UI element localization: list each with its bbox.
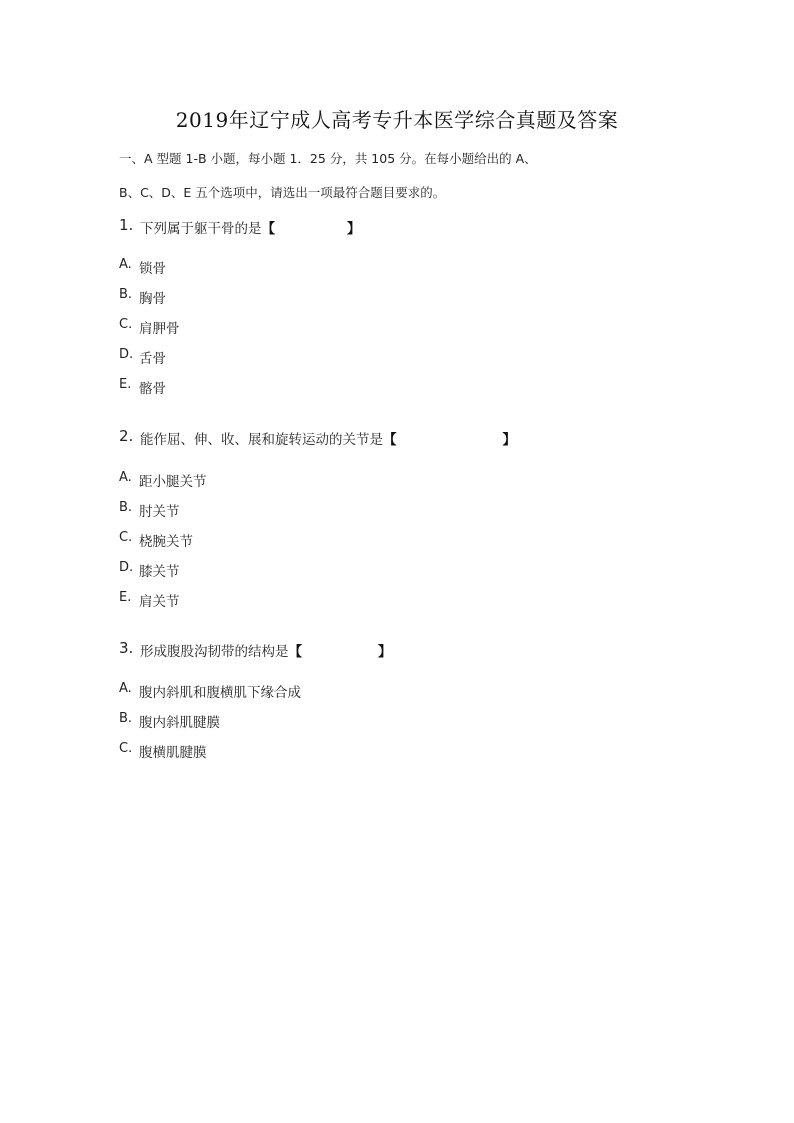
question-2	[119, 427, 516, 449]
option-text: 腹内斜肌腱膜	[139, 715, 220, 731]
option-b	[119, 711, 220, 732]
option-text: 舌骨	[139, 351, 166, 367]
option-c	[119, 317, 180, 338]
answer-bracket-close: 】	[502, 432, 516, 448]
instructions-line-1: 一、A 型题 1-B 小题，每小题 1．25 分，共 105 分。在每小题给出的 A、	[119, 151, 537, 166]
option-letter: A.	[119, 257, 132, 272]
option-d	[119, 560, 180, 581]
option-letter: C.	[119, 317, 133, 332]
option-a	[119, 470, 207, 491]
option-text: 髂骨	[139, 381, 166, 397]
question-text: 能作屈、伸、收、展和旋转运动的关节是	[140, 432, 383, 448]
option-letter: A.	[119, 681, 132, 696]
page-title: 2019年辽宁成人高考专升本医学综合真题及答案	[175, 108, 619, 132]
option-letter: E.	[119, 377, 132, 392]
option-letter: C.	[119, 530, 133, 545]
option-text: 距小腿关节	[139, 474, 207, 490]
instructions-line-2: B、C、D、E 五个选项中，请选出一项最符合题目要求的。	[119, 185, 446, 200]
question-text: 下列属于躯干骨的是	[140, 221, 262, 237]
option-letter: B.	[119, 711, 133, 726]
option-letter: C.	[119, 741, 133, 756]
question-text: 形成腹股沟韧带的结构是	[140, 644, 289, 660]
option-text: 肘关节	[139, 504, 180, 520]
question-3	[119, 639, 392, 661]
option-c	[119, 530, 193, 551]
option-letter: E.	[119, 590, 132, 605]
option-text: 肩关节	[139, 594, 180, 610]
question-number: 3.	[119, 639, 134, 657]
option-letter: B.	[119, 500, 133, 515]
question-number: 1.	[119, 216, 134, 234]
option-c	[119, 741, 207, 762]
option-a	[119, 681, 301, 702]
option-text: 桡腕关节	[139, 534, 193, 550]
answer-bracket-close: 】	[378, 644, 392, 660]
option-letter: D.	[119, 560, 134, 575]
option-text: 腹内斜肌和腹横肌下缘合成	[139, 685, 301, 701]
option-text: 腹横肌腱膜	[139, 745, 207, 761]
option-e	[119, 377, 166, 398]
option-text: 膝关节	[139, 564, 180, 580]
answer-bracket-close: 】	[347, 221, 361, 237]
option-text: 胸骨	[139, 291, 166, 307]
answer-bracket-open: 【	[383, 432, 397, 448]
option-b	[119, 500, 180, 521]
question-1	[119, 216, 361, 238]
option-e	[119, 590, 180, 611]
option-letter: A.	[119, 470, 132, 485]
answer-bracket-open: 【	[288, 644, 302, 660]
option-letter: D.	[119, 347, 134, 362]
option-d	[119, 347, 166, 368]
option-a	[119, 257, 166, 278]
option-text: 肩胛骨	[139, 321, 180, 337]
option-letter: B.	[119, 287, 133, 302]
answer-bracket-open: 【	[261, 221, 275, 237]
question-number: 2.	[119, 427, 134, 445]
option-text: 锁骨	[139, 261, 166, 277]
option-b	[119, 287, 166, 308]
